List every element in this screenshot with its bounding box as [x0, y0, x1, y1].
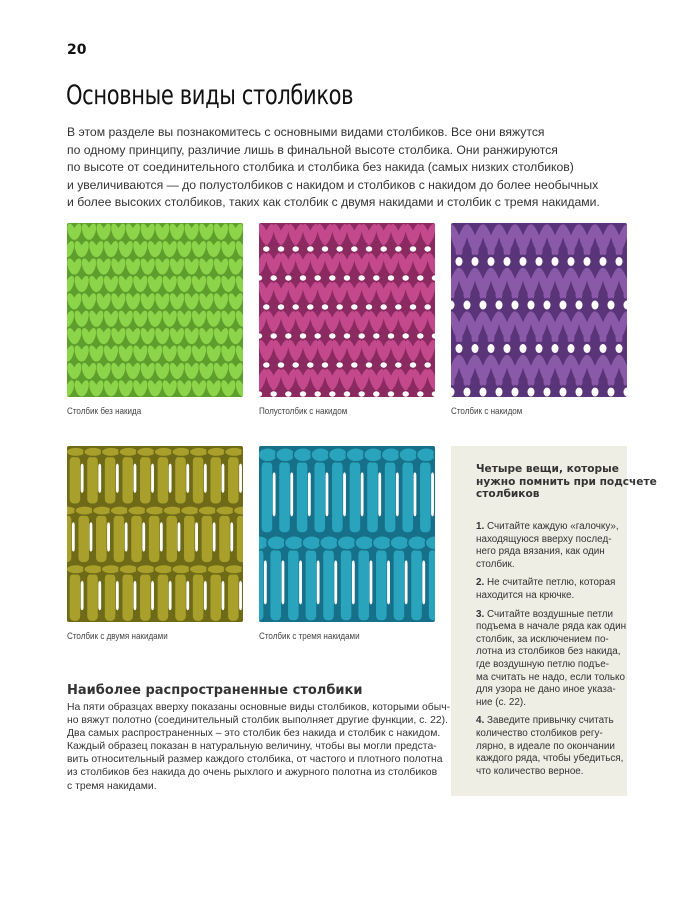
- tip-line: ние (с. 22).: [476, 696, 526, 708]
- tip-item: [476, 715, 626, 778]
- knit-texture: [67, 446, 243, 622]
- tip-number: 4.: [476, 715, 485, 727]
- tip-line: находится на крючке.: [476, 589, 575, 601]
- intro-line: по одному принципу, различие лишь в финальной высоте столбика. Они ранжируются: [67, 142, 558, 157]
- page-title: Основные виды столбиков: [66, 80, 354, 111]
- tip-number: 3.: [476, 608, 485, 620]
- tip-line: Заведите привычку считать: [484, 715, 614, 727]
- knit-texture: [259, 223, 435, 397]
- knit-texture: [259, 446, 435, 622]
- intro-line: по высоте от соединительного столбика и столбика без накида (самых низких столбиков): [67, 160, 574, 175]
- tip-line: для узора не дано иное указа-: [476, 684, 616, 696]
- tip-line: подъема в начале ряда как один: [476, 621, 627, 633]
- body-line: из столбиков без накида до очень рыхлого и ажурного полотна из столбиков: [67, 767, 438, 779]
- tip-line: Считайте воздушные петли: [484, 608, 614, 620]
- tip-line: ма считать не надо, если только: [476, 671, 625, 683]
- tip-line: каждого ряда, чтобы убедиться,: [476, 753, 624, 765]
- tips-title-line: нужно помнить при подсчете: [476, 475, 657, 488]
- swatch-caption: Столбик с тремя накидами: [259, 630, 360, 641]
- tip-number: 1.: [476, 521, 485, 532]
- tip-line: лярно, в идеале по окончании: [476, 740, 615, 752]
- body-line: но вяжут полотно (соединительный столбик выполняет другие функции, с. 22).: [67, 715, 448, 727]
- section-heading: Наиболее распространенные столбики: [67, 683, 363, 698]
- swatch-single-crochet-image: [67, 223, 243, 397]
- tips-title-line: столбиков: [476, 488, 540, 501]
- swatch-caption: Столбик без накида: [67, 405, 142, 416]
- tip-line: столбик.: [476, 558, 515, 570]
- tips-list: [476, 521, 626, 784]
- tip-line: столбик, за исключением по-: [476, 633, 609, 645]
- tip-line: количество столбиков регу-: [476, 727, 603, 739]
- tip-number: 2.: [476, 577, 485, 589]
- tip-line: Не считайте петлю, которая: [484, 577, 616, 589]
- section-body: [67, 701, 451, 793]
- swatch-caption: Столбик с накидом: [451, 405, 523, 416]
- knit-texture: [451, 223, 627, 397]
- tip-line: Считайте каждую «галочку»,: [484, 521, 619, 532]
- tip-item: [476, 521, 626, 571]
- tips-title-line: Четыре вещи, которые: [476, 463, 619, 475]
- body-line: Два самых распространенных – это столбик без накида и столбик с накидом.: [67, 728, 441, 740]
- tip-line: где воздушную петлю подъе-: [476, 658, 609, 670]
- tip-line: него ряда вязания, как один: [476, 546, 605, 558]
- page-number: 20: [67, 42, 87, 58]
- swatch-double-crochet-image: [451, 223, 627, 397]
- intro-line: и более высоких столбиков, таких как столбик с двумя накидами и столбик с тремя накидами.: [67, 195, 600, 210]
- tip-line: лотна из столбиков без накида,: [476, 646, 621, 658]
- body-line: вить относительный размер каждого столбика, от частого и плотного полотна: [67, 754, 443, 766]
- swatch-double-treble-crochet-image: [259, 446, 435, 622]
- tip-line: находящуюся вверху послед-: [476, 533, 612, 545]
- tip-line: что количество верное.: [476, 765, 584, 777]
- intro-line: и увеличиваются — до полустолбиков с накидом и столбиков с накидом до более необычных: [67, 177, 599, 192]
- tips-title: [476, 463, 657, 501]
- body-line: Каждый образец показан в натуральную величину, чтобы вы могли предста-: [67, 741, 437, 753]
- tip-item: [476, 577, 626, 602]
- swatch-treble-crochet-image: [67, 446, 243, 622]
- swatch-half-double-crochet-image: [259, 223, 435, 397]
- knit-texture: [67, 223, 243, 397]
- swatch-caption: Полустолбик с накидом: [259, 405, 348, 416]
- intro-line: В этом разделе вы познакомитесь с основными видами столбиков. Все они вяжутся: [67, 125, 545, 139]
- intro-paragraph: [67, 124, 627, 212]
- body-line: На пяти образцах вверху показаны основные виды столбиков, которыми обыч-: [67, 702, 451, 713]
- swatch-caption: Столбик с двумя накидами: [67, 630, 168, 641]
- tip-item: [476, 609, 626, 710]
- body-line: с тремя накидами.: [67, 780, 157, 792]
